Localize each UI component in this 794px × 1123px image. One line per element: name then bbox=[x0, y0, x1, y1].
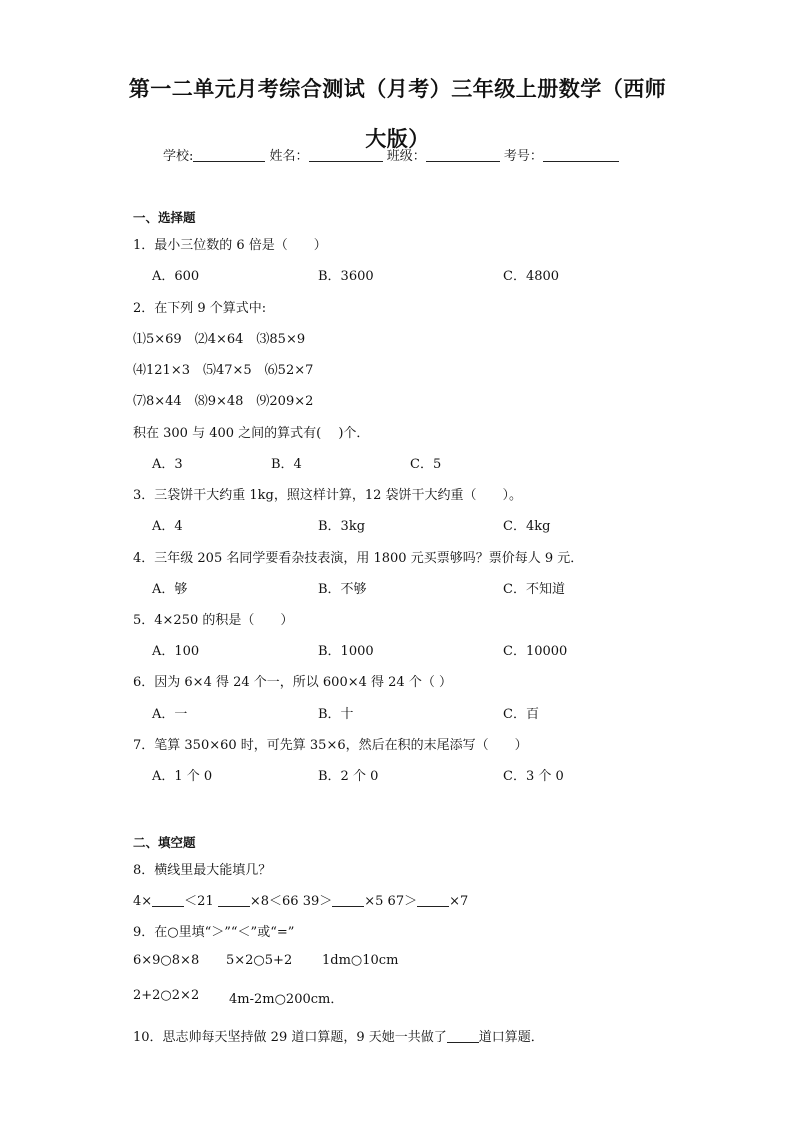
q9-item-4[interactable]: 2+2○2×2 bbox=[133, 988, 200, 1003]
name-blank[interactable] bbox=[309, 147, 383, 162]
q8-part-2: ＜21 bbox=[184, 894, 218, 909]
q7-option-a[interactable]: A．1 个 0 bbox=[152, 769, 213, 784]
q9-item-1[interactable]: 6×9○8×8 bbox=[133, 953, 200, 968]
q2-row-2: ⑷121×3 ⑸47×5 ⑹52×7 bbox=[133, 363, 314, 378]
q4-option-b[interactable]: B．不够 bbox=[318, 582, 367, 597]
q8-blank-4[interactable] bbox=[417, 893, 449, 907]
question-4: 4．三年级 205 名同学要看杂技表演，用 1800 元买票够吗？票价每人 9 元． bbox=[133, 551, 584, 566]
id-blank[interactable] bbox=[543, 147, 619, 162]
q1-option-a[interactable]: A．600 bbox=[152, 269, 200, 284]
q6-option-c[interactable]: C．百 bbox=[503, 707, 539, 722]
question-2: 2．在下列 9 个算式中: bbox=[133, 301, 267, 316]
q2-row-3: ⑺8×44 ⑻9×48 ⑼209×2 bbox=[133, 394, 314, 409]
page-title: 第一二单元月考综合测试（月考）三年级上册数学（西师大版） bbox=[128, 77, 667, 151]
q3-option-b[interactable]: B．3kg bbox=[318, 519, 366, 534]
q10-text-before: 10．思志帅每天坚持做 29 道口算题，9 天她一共做了 bbox=[133, 1030, 447, 1045]
q5-option-a[interactable]: A．100 bbox=[152, 644, 200, 659]
class-label: 班级： bbox=[386, 149, 426, 164]
question-10 bbox=[133, 1026, 544, 1045]
q2-ask: 积在 300 与 400 之间的算式有( )个． bbox=[133, 426, 370, 441]
q8-part-1: 4× bbox=[133, 894, 153, 909]
q8-blank-3[interactable] bbox=[332, 893, 364, 907]
question-5: 5．4×250 的积是（ ） bbox=[133, 613, 294, 628]
school-blank[interactable] bbox=[193, 147, 265, 162]
question-6: 6．因为 6×4 得 24 个一，所以 600×4 得 24 个（ ） bbox=[133, 675, 452, 690]
q6-option-b[interactable]: B．十 bbox=[318, 707, 354, 722]
q5-option-c[interactable]: C．10000 bbox=[503, 644, 568, 659]
question-3: 3．三袋饼干大约重 1kg，照这样计算，12 袋饼干大约重（ ）。 bbox=[133, 488, 523, 503]
q4-option-c[interactable]: C．不知道 bbox=[503, 582, 565, 597]
q8-expression bbox=[133, 890, 468, 909]
q8-part-4: ×5 67＞ bbox=[364, 894, 418, 909]
class-blank[interactable] bbox=[426, 147, 500, 162]
q9-item-2[interactable]: 5×2○5+2 bbox=[226, 953, 293, 968]
id-label: 考号： bbox=[503, 149, 543, 164]
q9-item-3[interactable]: 1dm○10cm bbox=[322, 953, 399, 968]
section-fill: 二、填空题 bbox=[133, 835, 196, 850]
q7-option-c[interactable]: C．3 个 0 bbox=[503, 769, 564, 784]
q8-part-5: ×7 bbox=[449, 894, 469, 909]
q2-option-b[interactable]: B．4 bbox=[271, 457, 302, 472]
q6-option-a[interactable]: A．一 bbox=[152, 707, 188, 722]
question-9: 9．在○里填“＞”“＜”或“=” bbox=[133, 925, 295, 940]
section-choice: 一、选择题 bbox=[133, 210, 196, 225]
student-info-line bbox=[163, 145, 663, 164]
q8-part-3: ×8＜66 39＞ bbox=[249, 894, 333, 909]
q8-blank-2[interactable] bbox=[218, 893, 250, 907]
q10-text-after: 道口算题． bbox=[478, 1030, 544, 1045]
q2-row-1: ⑴5×69 ⑵4×64 ⑶85×9 bbox=[133, 332, 306, 347]
q10-blank[interactable] bbox=[447, 1029, 479, 1043]
q9-item-5[interactable]: 4m-2m○200cm． bbox=[229, 992, 344, 1007]
q3-option-c[interactable]: C．4kg bbox=[503, 519, 551, 534]
q8-blank-1[interactable] bbox=[152, 893, 184, 907]
question-1: 1．最小三位数的 6 倍是（ ） bbox=[133, 238, 327, 253]
question-7: 7．笔算 350×60 时，可先算 35×6，然后在积的末尾添写（ ） bbox=[133, 738, 528, 753]
q4-option-a[interactable]: A．够 bbox=[152, 582, 188, 597]
question-8: 8．横线里最大能填几？ bbox=[133, 863, 272, 878]
q2-option-a[interactable]: A．3 bbox=[152, 457, 183, 472]
q3-option-a[interactable]: A．4 bbox=[152, 519, 183, 534]
q7-option-b[interactable]: B．2 个 0 bbox=[318, 769, 379, 784]
q2-option-c[interactable]: C．5 bbox=[410, 457, 442, 472]
q5-option-b[interactable]: B．1000 bbox=[318, 644, 374, 659]
school-label: 学校: bbox=[163, 149, 194, 164]
q1-option-c[interactable]: C．4800 bbox=[503, 269, 560, 284]
q1-option-b[interactable]: B．3600 bbox=[318, 269, 374, 284]
name-label: 姓名： bbox=[269, 149, 309, 164]
